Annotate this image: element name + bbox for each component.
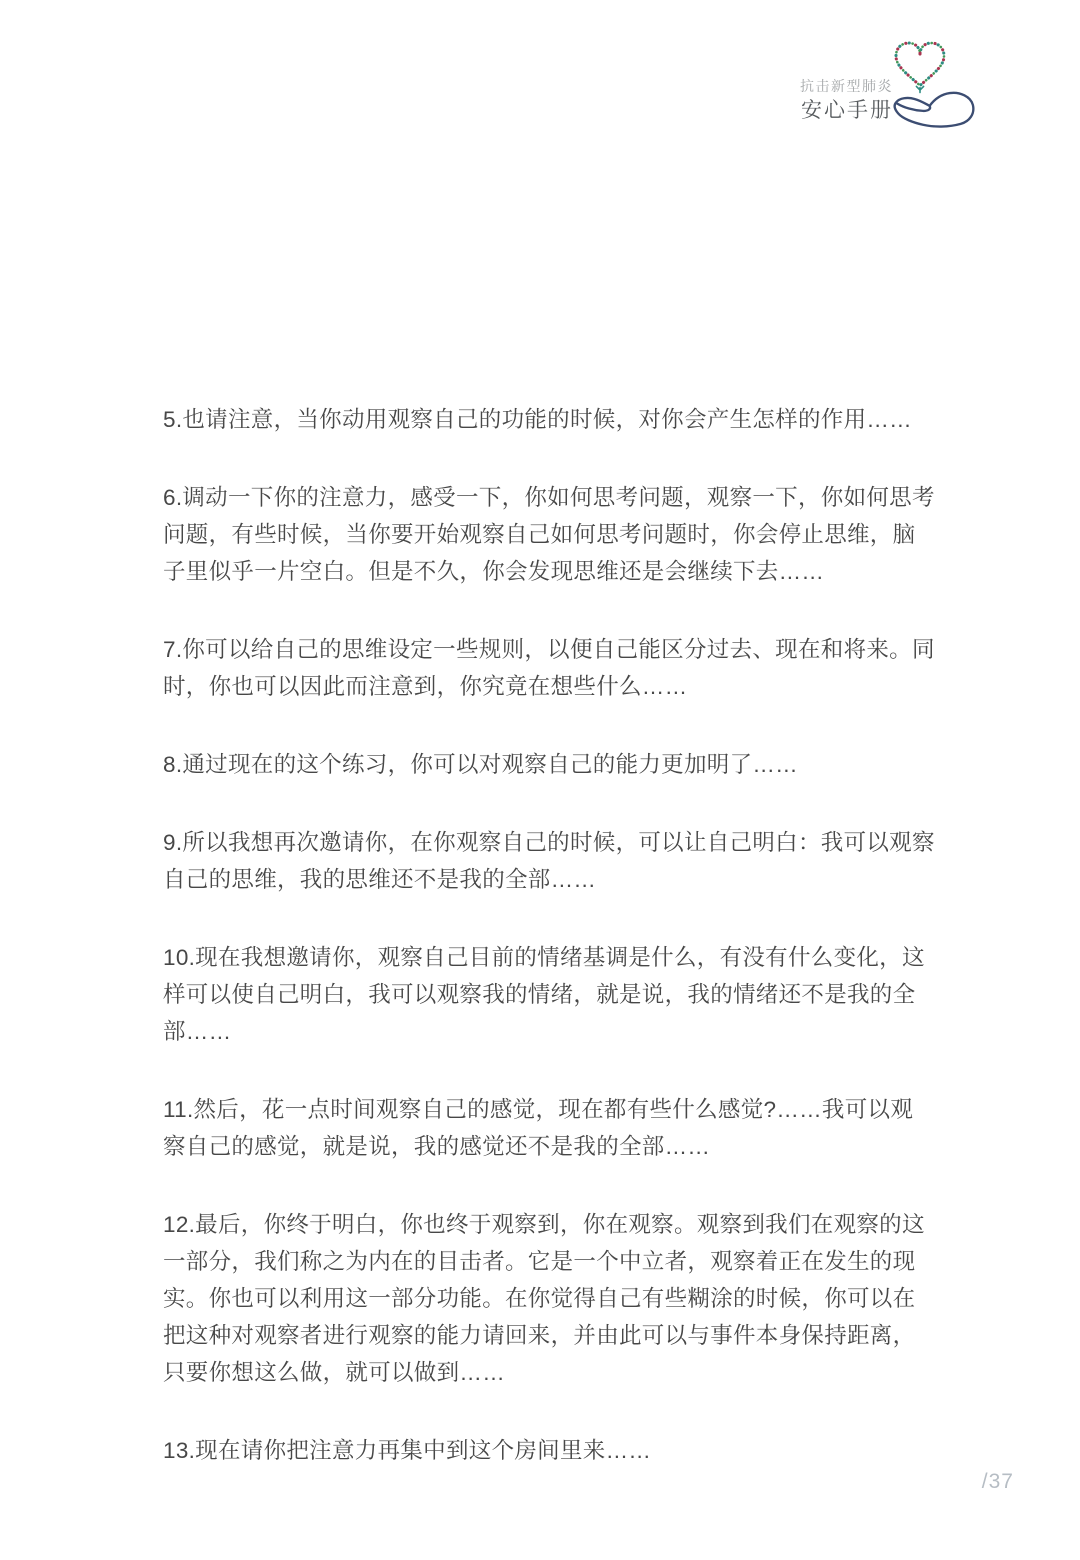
paragraph-9: 9.所以我想再次邀请你，在你观察自己的时候，可以让自己明白：我可以观察自己的思维，我的思维还不是我的全部…… [163,830,935,892]
brand-text [800,78,893,123]
heart-wreath-icon [896,43,944,93]
brand-tagline: 抗击新型肺炎 [800,78,893,94]
paragraph-6: 6.调动一下你的注意力，感受一下，你如何思考问题，观察一下，你如何思考问题，有些时候，当你要开始观察自己如何思考问题时，你会停止思维，脑子里似乎一片空白。但是不久，你会发现思维还是会继续下去…… [163,485,935,584]
page-number: /37 [981,1470,1014,1493]
paragraph-11: 11.然后，花一点时间观察自己的感觉，现在都有些什么感觉?……我可以观察自己的感觉，就是说，我的感觉还不是我的全部…… [163,1097,914,1159]
paragraph-12: 12.最后，你终于明白，你也终于观察到，你在观察。观察到我们在观察的这一部分，我们称之为内在的目击者。它是一个中立者，观察着正在发生的现实。你也可以利用这一部分功能。在你觉得自己有些糊涂的时候，你可以在把这种对观察者进行观察的能力请回来，并由此可以与事件本身保持距离，只要你想这么做，就可以做到…… [163,1212,925,1385]
paragraph-13: 13.现在请你把注意力再集中到这个房间里来…… [163,1438,652,1463]
paragraph-8: 8.通过现在的这个练习，你可以对观察自己的能力更加明了…… [163,752,798,777]
hand-icon [895,93,974,127]
brand-title: 安心手册 [801,99,893,122]
paragraph-7: 7.你可以给自己的思维设定一些规则，以便自己能区分过去、现在和将来。同时，你也可以因此而注意到，你究竟在想些什么…… [163,637,935,699]
paragraph-10: 10.现在我想邀请你，观察自己目前的情绪基调是什么，有没有什么变化，这样可以使自己明白，我可以观察我的情绪，就是说，我的情绪还不是我的全部…… [163,945,925,1044]
heart-in-hand-logo-icon [891,40,975,132]
paragraph-5: 5.也请注意，当你动用观察自己的功能的时候，对你会产生怎样的作用…… [163,407,912,432]
page-content [163,401,935,1469]
